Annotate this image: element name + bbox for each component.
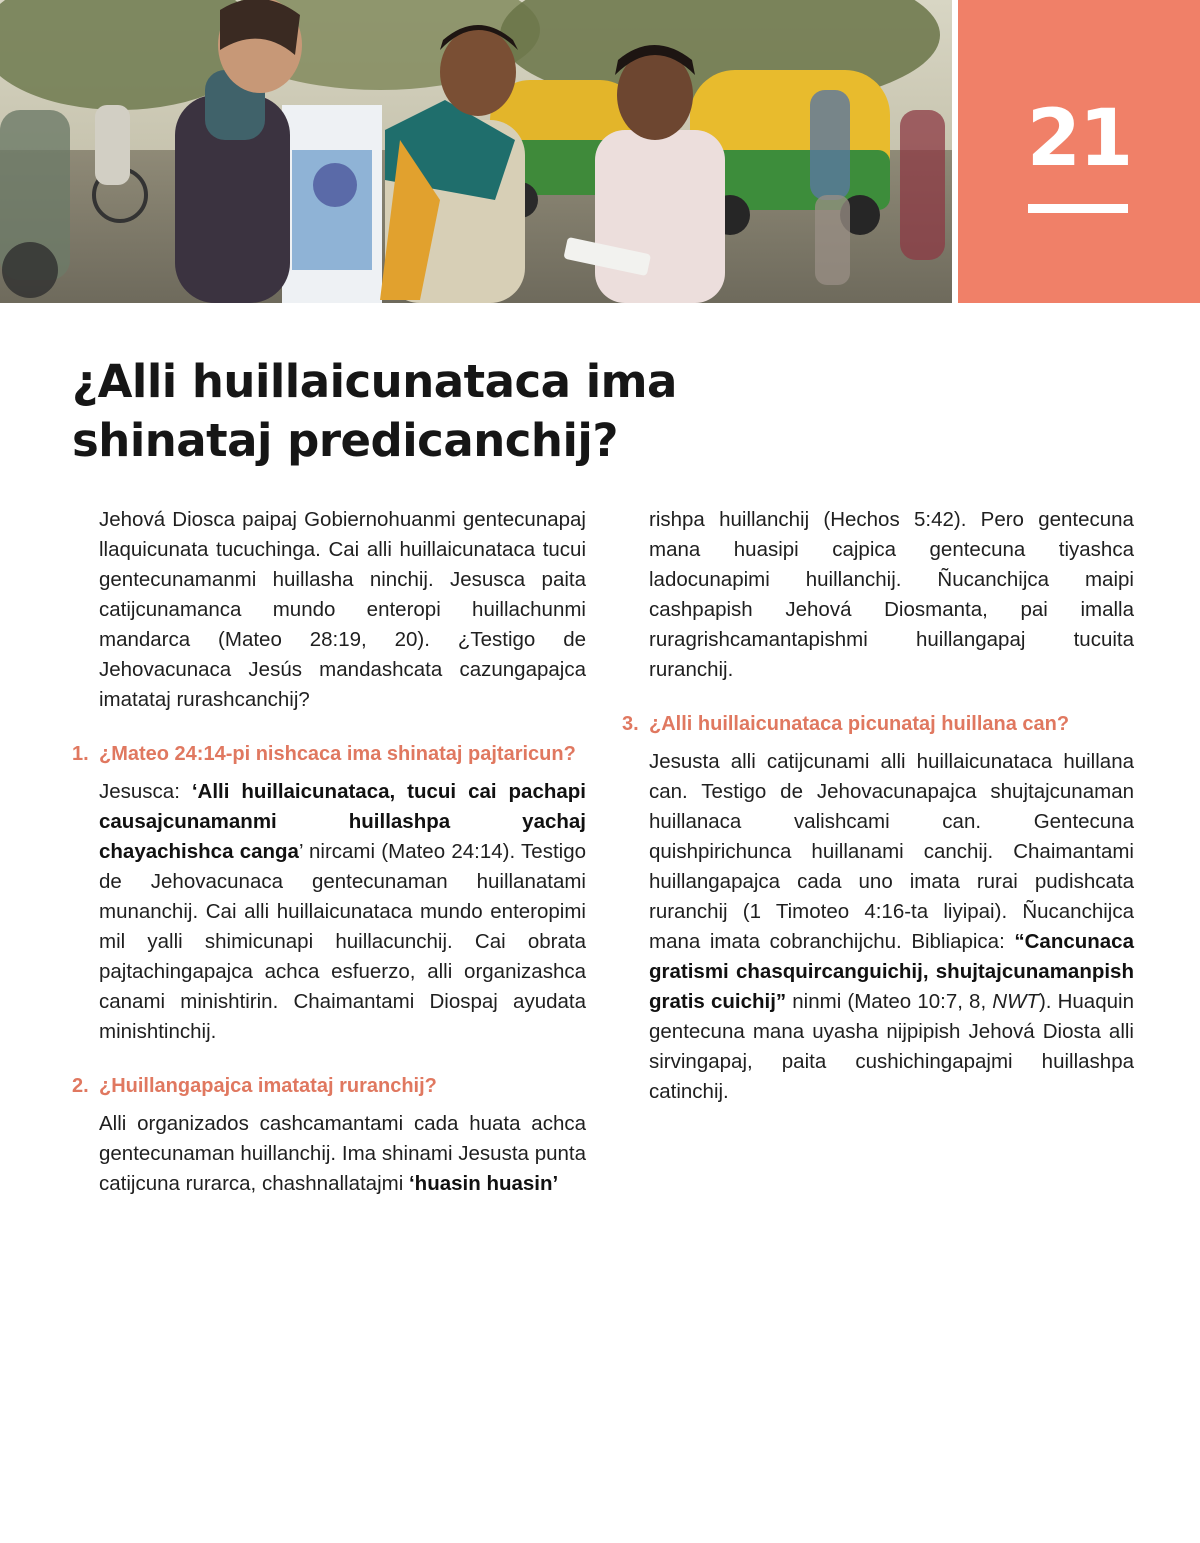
answer-2-pre: shinami bbox=[381, 1142, 453, 1165]
page-title: ¿Alli huillaicunataca ima shinataj predicanchij? bbox=[72, 355, 677, 467]
answer-2-post bbox=[988, 598, 1021, 621]
answer-2-quote: huasin’ bbox=[486, 1172, 559, 1195]
answer-2-post: ruranchij. bbox=[649, 658, 734, 681]
lesson-number-underline bbox=[1028, 204, 1128, 213]
answer-2-pre bbox=[458, 1112, 469, 1135]
lesson-number: 21 bbox=[1026, 94, 1132, 184]
question-2-number: 2. bbox=[72, 1075, 89, 1097]
left-column bbox=[72, 505, 586, 1199]
question-2-text: ¿Huillangapajca imatataj ruranchij? bbox=[99, 1075, 437, 1097]
answer-2-post: huillanchij. bbox=[805, 568, 902, 591]
answer-2-post: mana bbox=[649, 538, 701, 561]
answer-1-quote: ‘Alli huillaicunataca, tucui cai pachapi causajcunamanmi huillashpa yachaj chayachishca canga bbox=[99, 780, 586, 863]
header-photo bbox=[0, 0, 952, 303]
answer-2-post bbox=[809, 508, 823, 531]
answer-2-post bbox=[1025, 538, 1058, 561]
answer-2-pre: organizados bbox=[137, 1112, 249, 1135]
answer-3-post-b: ). Huaquin gentecuna mana uyasha nijpipish Jehová Diosta alli sirvingapaj, paita cushichingapajmi huillashpa catinchij. bbox=[649, 990, 1134, 1103]
answer-2-post bbox=[851, 598, 884, 621]
answer-3-nwt: NWT bbox=[992, 990, 1039, 1013]
answer-2-pre bbox=[126, 1112, 137, 1135]
answer-2-post: rishpa bbox=[649, 508, 705, 531]
street-scene-illustration bbox=[0, 0, 952, 303]
answer-2-post: imalla bbox=[1080, 598, 1134, 621]
answer-2-pre: cada bbox=[413, 1112, 459, 1135]
answer-2-post: cajpica bbox=[832, 538, 897, 561]
answer-2-post: 5:42). bbox=[913, 508, 967, 531]
answer-2-post bbox=[753, 598, 786, 621]
answer-2-pre: Jesusta bbox=[458, 1142, 529, 1165]
right-column bbox=[622, 505, 1134, 1107]
answer-2-post bbox=[705, 508, 719, 531]
answer-2-post bbox=[1025, 628, 1073, 651]
answer-2-post bbox=[966, 508, 980, 531]
answer-2-quote: ‘huasin bbox=[408, 1172, 481, 1195]
answer-2-post bbox=[1049, 568, 1085, 591]
answer-2-post: huillangapaj bbox=[915, 628, 1026, 651]
answer-2-pre: punta bbox=[534, 1142, 586, 1165]
answer-2-pre bbox=[521, 1112, 532, 1135]
answer-2-post: Pero bbox=[980, 508, 1024, 531]
lesson-number-block bbox=[958, 0, 1200, 303]
answer-3-post-a: ninmi (Mateo 10:7, 8, bbox=[786, 990, 993, 1013]
answer-2 bbox=[72, 1109, 586, 1199]
answer-2-post: gentecuna bbox=[1038, 508, 1134, 531]
answer-2-post bbox=[1048, 598, 1081, 621]
intro-paragraph: Jehová Diosca paipaj Gobiernohuanmi gentecunapaj llaquicunata tucuchinga. Cai alli huillaicunataca tucui gentecunamanmi huillasha ninchij. Jesusca paita catijcunamanca mundo enteropi huillachunmi mandarca (Mateo 28:19, 20). ¿Testigo de Jehovacunaca Jesús mandashcata cazungapajca imatataj rurashcanchij? bbox=[99, 508, 586, 711]
answer-2-post bbox=[868, 628, 916, 651]
answer-2-post: tiyashca bbox=[1058, 538, 1134, 561]
answer-1-post: ’ nircami (Mateo 24:14). Testigo de Jehovacunaca gentecunaman huillanatami munanchij. Cai alli huillaicunataca mundo enteropimi mil yalli shimicunapi huillacunchij. Cai obrata pajtachingapajca achca esfuerzo, alli organizashca canami minishtirin. Chaimantami Diospaj ayudata minishtinchij. bbox=[99, 840, 586, 1043]
answer-2-post: ladocunapimi bbox=[649, 568, 770, 591]
answer-2-post bbox=[1024, 508, 1038, 531]
answer-2-pre: Ima bbox=[341, 1142, 377, 1165]
question-1 bbox=[72, 739, 586, 769]
answer-3 bbox=[622, 747, 1134, 1107]
answer-2-post bbox=[900, 508, 914, 531]
answer-3-pre: Jesusta alli catijcunami alli huillaicunataca huillana can. Testigo de Jehovacunapajca shujtajcunaman huillanaca valishcami can. Gentecuna quishpirichunca huillanami canchij. Chaimantami huillangapajca cada uno imata rurai pudishcata ruranchij (1 Timoteo 4:16-ta liyipai). Ñucanchijca mana imata cobranchijchu. Bibliapica: bbox=[649, 750, 1134, 953]
answer-3-quote: “Cancunaca gratismi chasquircanguichij, shujtajcunamanpish gratis cuichij” bbox=[649, 930, 1134, 1013]
answer-2-post: maipi bbox=[1084, 568, 1134, 591]
answer-2-post bbox=[896, 538, 929, 561]
question-1-text: ¿Mateo 24:14-pi nishcaca ima shinataj pajtaricun? bbox=[99, 743, 576, 765]
question-2 bbox=[72, 1071, 586, 1101]
answer-2-post: (Hechos bbox=[823, 508, 900, 531]
question-3-number: 3. bbox=[622, 713, 639, 735]
answer-2-pre: cashcamantami bbox=[259, 1112, 404, 1135]
literature-display-cart bbox=[282, 105, 382, 303]
question-1-number: 1. bbox=[72, 743, 89, 765]
answer-2-pre: Alli bbox=[99, 1112, 127, 1135]
answer-2-post: cashpapish bbox=[649, 598, 753, 621]
answer-2-continued bbox=[622, 505, 1134, 685]
answer-2-post: gentecuna bbox=[929, 538, 1026, 561]
answer-2-post: huillanchij bbox=[719, 508, 810, 531]
answer-2-post: Jehová bbox=[785, 598, 852, 621]
answer-2-pre: rurarca, bbox=[185, 1172, 257, 1195]
answer-2-post bbox=[799, 538, 832, 561]
answer-2-post: Ñucanchijca bbox=[937, 568, 1050, 591]
answer-2-post bbox=[770, 568, 806, 591]
answer-2-post: pai bbox=[1020, 598, 1048, 621]
answer-2-post: tucuita bbox=[1073, 628, 1135, 651]
answer-2-pre: catijcuna bbox=[99, 1172, 180, 1195]
question-3-text: ¿Alli huillaicunataca picunataj huillana can? bbox=[649, 713, 1070, 735]
answer-2-pre: huata bbox=[469, 1112, 521, 1135]
answer-2-post: Diosmanta, bbox=[884, 598, 988, 621]
answer-2-pre: huillanchij. bbox=[240, 1142, 337, 1165]
question-3 bbox=[622, 709, 1134, 739]
answer-2-pre: chashnallatajmi bbox=[261, 1172, 404, 1195]
answer-2-pre: gentecunaman bbox=[99, 1142, 235, 1165]
answer-2-post: huasipi bbox=[733, 538, 799, 561]
answer-2-post bbox=[700, 538, 733, 561]
answer-1 bbox=[72, 777, 586, 1047]
answer-2-pre bbox=[249, 1112, 260, 1135]
answer-2-post: ruragrishcamantapishmi bbox=[649, 628, 868, 651]
answer-2-post bbox=[901, 568, 937, 591]
answer-1-pre: Jesusca: bbox=[99, 780, 192, 803]
answer-2-pre bbox=[403, 1112, 414, 1135]
answer-2-pre: achca bbox=[531, 1112, 587, 1135]
